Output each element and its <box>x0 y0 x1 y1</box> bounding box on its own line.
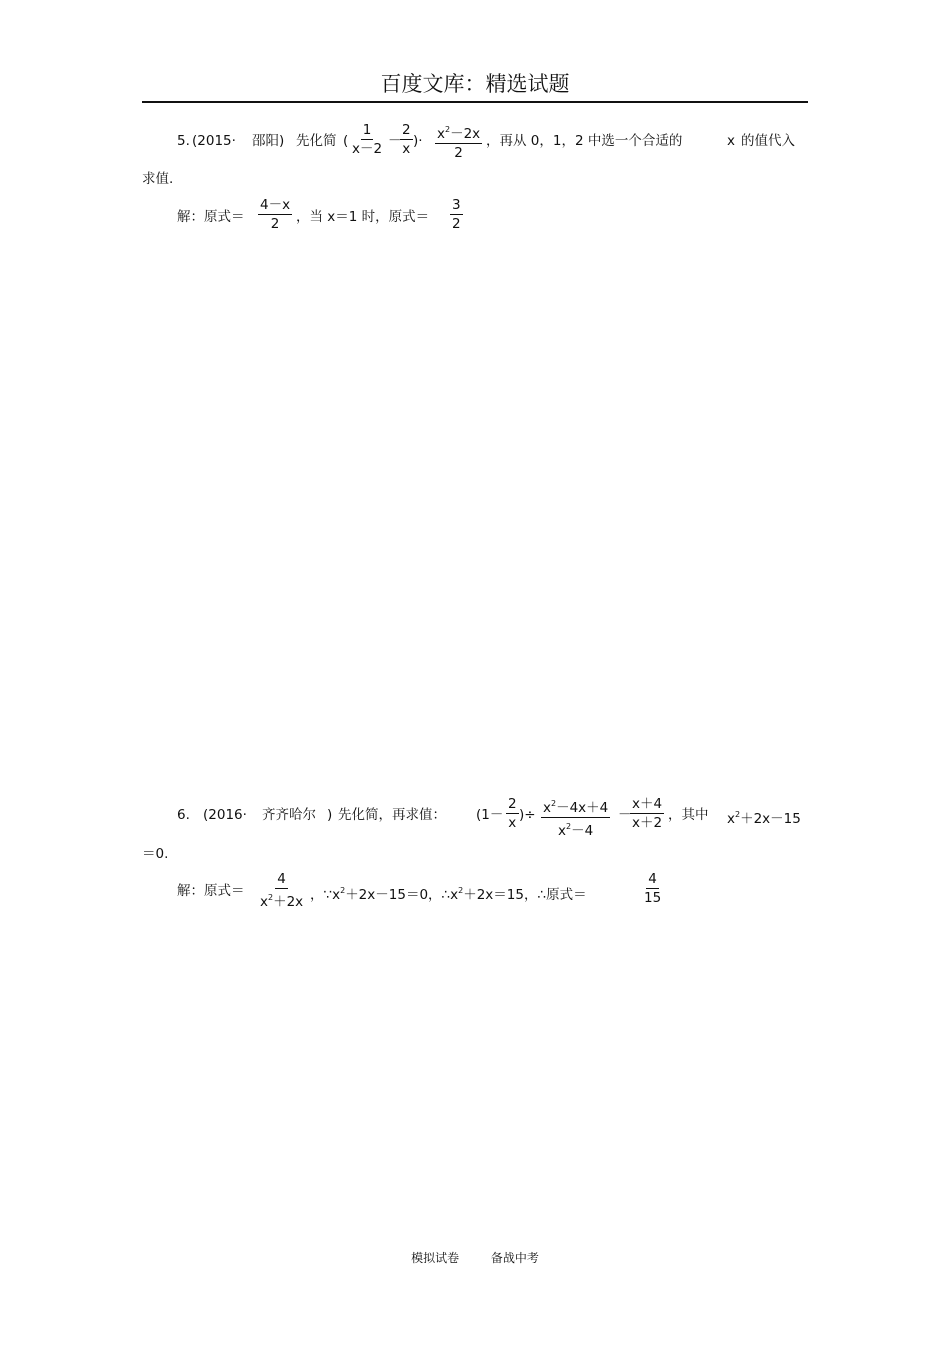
problem-source-place: 邵阳) <box>252 133 285 149</box>
solution-fraction <box>258 197 292 232</box>
footer-right-text: 备战中考 <box>490 1251 539 1265</box>
problem-instruction-line2: 求值. <box>142 171 174 187</box>
problem-verb: 先化简 <box>296 133 337 149</box>
solution-prefix: 解：原式＝ <box>177 883 245 899</box>
fraction-numerator: 2 <box>508 796 517 812</box>
fraction-denominator: $x^2+2x$ <box>260 893 304 910</box>
fraction-x-plus-4-over-x-plus-2 <box>630 796 664 831</box>
paren-open: ( <box>343 133 349 149</box>
fraction-denominator: x <box>402 141 411 157</box>
paren-close: )· <box>413 133 423 149</box>
header-divider <box>142 101 808 103</box>
minus-sign: － <box>388 133 402 149</box>
fraction-denominator: 2 <box>270 216 280 232</box>
fraction-numerator: 2 <box>402 122 411 138</box>
fraction-denominator: x＋2 <box>632 815 663 831</box>
minus-sign: － <box>618 807 632 823</box>
problem-instruction: ，再从 0，1，2 中选一个合适的 <box>486 133 683 149</box>
fraction-quadratic-over-difference <box>541 796 610 839</box>
problem-source-close: ) <box>327 807 333 823</box>
fraction-denominator: 2 <box>454 145 463 161</box>
fraction-numerator: x＋4 <box>632 796 663 812</box>
solution-condition: ，当 x＝1 时，原式＝ <box>296 209 430 225</box>
fraction-numerator: $x^2-2x$ <box>435 122 482 144</box>
expression-open: (1－ <box>476 807 504 823</box>
fraction-numerator: 4－x <box>260 197 291 213</box>
fraction-2-over-x <box>506 796 519 831</box>
solution-fraction <box>258 871 305 910</box>
page-footer <box>0 1249 950 1266</box>
fraction-x2-minus-2x-over-2 <box>435 122 482 161</box>
solution-answer-fraction <box>642 871 663 906</box>
condition-equation-end: ＝0. <box>142 846 169 862</box>
problem-source-year: (2015· <box>192 133 236 149</box>
solution-answer-fraction <box>450 197 463 232</box>
fraction-denominator: x <box>508 815 517 831</box>
condition-equation: $x^2+2x-15$ <box>727 810 801 827</box>
division-sign: )÷ <box>519 807 536 823</box>
fraction-2-over-x <box>400 122 413 157</box>
fraction-denominator: 15 <box>644 890 662 906</box>
fraction-numerator: 1 <box>362 122 372 138</box>
footer-left-text: 模拟试卷 <box>411 1251 460 1265</box>
fraction-numerator: $x^2-4x+4$ <box>541 796 610 818</box>
problem-source-place: 齐齐哈尔 <box>262 807 316 823</box>
fraction-numerator: 4 <box>648 871 657 887</box>
problem-instruction-end: 的值代入 <box>741 133 795 149</box>
condition-prefix: ，其中 <box>668 807 709 823</box>
fraction-numerator: 4 <box>277 871 286 887</box>
problem-verb: 先化简，再求值： <box>338 807 446 823</box>
problem-number: 5. <box>177 133 190 149</box>
fraction-numerator: 3 <box>452 197 461 213</box>
variable-x: x <box>727 133 735 149</box>
problem-number: 6. <box>177 807 190 823</box>
fraction-1-over-x-minus-2 <box>350 122 384 157</box>
solution-steps: ，$\because x^2+2x-15=0$，$\therefore x^2+2x=15$，∴原式＝ <box>310 886 587 903</box>
fraction-denominator: 2 <box>452 216 461 232</box>
page-header-title: 百度文库：精选试题 <box>380 72 570 96</box>
fraction-denominator: x－2 <box>352 141 383 157</box>
problem-source-year: (2016· <box>203 807 247 823</box>
fraction-denominator: $x^2-4$ <box>558 822 594 839</box>
solution-prefix: 解：原式＝ <box>177 209 245 225</box>
